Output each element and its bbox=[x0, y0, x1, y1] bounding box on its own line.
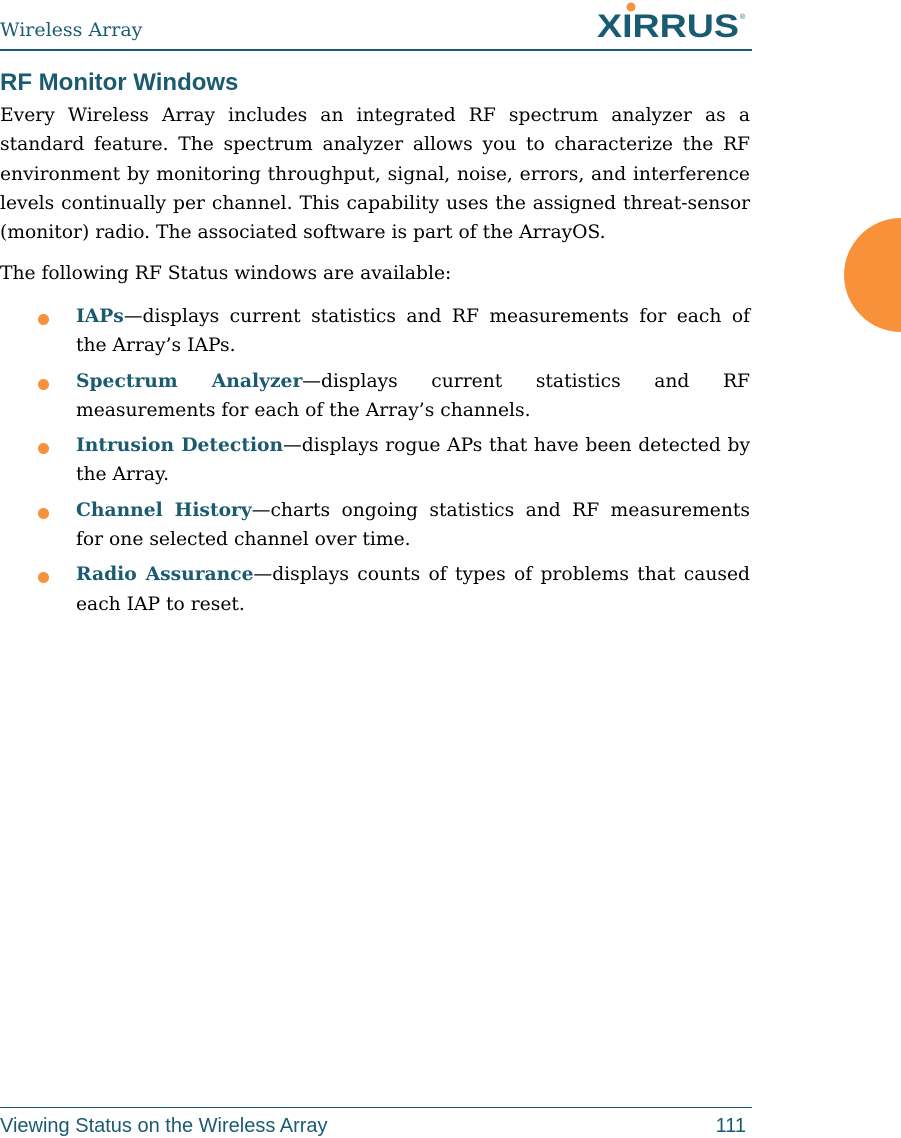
list-intro: The following RF Status windows are available: bbox=[0, 263, 452, 284]
xirrus-logo bbox=[597, 1, 747, 41]
window-list bbox=[0, 302, 750, 619]
svg-text:XIRRUS: XIRRUS bbox=[597, 8, 739, 41]
description: —charts ongoing statistics and RF measurements for one selected channel over time. bbox=[76, 499, 750, 551]
bullet-icon bbox=[38, 443, 49, 454]
list-item-iaps bbox=[0, 302, 750, 361]
term: Radio Assurance bbox=[76, 563, 254, 586]
intro-paragraph: Every Wireless Array includes an integrated RF spectrum analyzer as a standard feature. The spectrum analyzer allows you to characterize the RF environment by monitoring throughput, signal, noise, errors, and interference levels continually per channel. This capability uses the assigned threat-sensor (monitor) radio. The associated software is part of the ArrayOS. bbox=[0, 105, 750, 244]
description: —displays counts of types of problems that caused each IAP to reset. bbox=[76, 564, 750, 615]
header-rule bbox=[0, 49, 752, 51]
svg-text:®: ® bbox=[740, 14, 746, 21]
footer-chapter-title: Viewing Status on the Wireless Array bbox=[0, 1115, 328, 1137]
bullet-icon bbox=[38, 572, 49, 583]
list-item-spectrum-analyzer bbox=[0, 367, 750, 426]
description: —displays rogue APs that have been detected by the Array. bbox=[76, 435, 750, 486]
list-item-channel-history bbox=[0, 496, 750, 555]
bullet-icon bbox=[38, 379, 49, 390]
term: Channel History bbox=[76, 498, 252, 521]
term: Intrusion Detection bbox=[76, 434, 284, 457]
chapter-tab bbox=[844, 218, 901, 332]
term: IAPs bbox=[76, 305, 124, 327]
section-title: RF Monitor Windows bbox=[0, 69, 239, 96]
list-item-intrusion-detection bbox=[0, 431, 750, 490]
description: —displays current statistics and RF measurements for each of the Array’s IAPs. bbox=[76, 306, 750, 357]
bullet-icon bbox=[38, 314, 49, 325]
running-header: Wireless Array bbox=[0, 19, 143, 41]
description: —displays current statistics and RF measurements for each of the Array’s channels. bbox=[76, 370, 750, 421]
page-number: 111 bbox=[715, 1115, 746, 1137]
list-item-radio-assurance bbox=[0, 560, 750, 619]
bullet-icon bbox=[38, 508, 49, 519]
term: Spectrum Analyzer bbox=[76, 369, 303, 392]
footer-rule bbox=[0, 1107, 752, 1108]
